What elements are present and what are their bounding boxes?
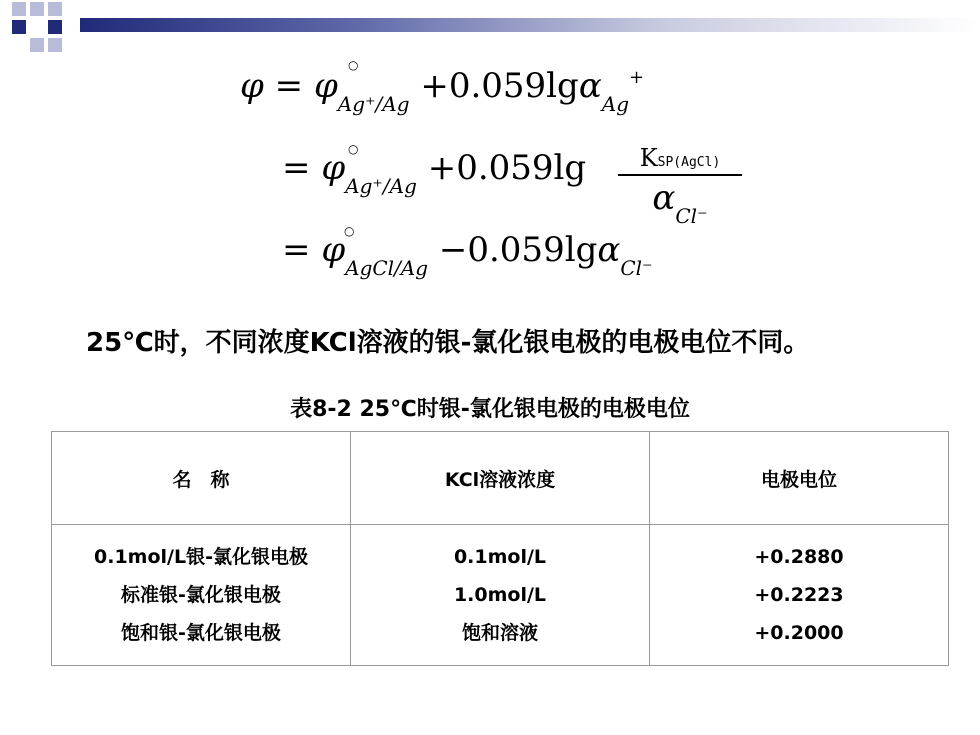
decor-square (12, 2, 26, 16)
formula-term: −0.059lg (438, 230, 598, 270)
table-caption: 表8-2 25℃时银-氯化银电极的电极电位 (290, 397, 690, 422)
formula-subscript: Ag⁺/Ag (345, 174, 417, 198)
formula-fraction (618, 144, 742, 228)
formula-symbol: φ (240, 66, 264, 106)
name-cell (52, 525, 351, 666)
nernst-formula (230, 58, 770, 290)
column-header-potential: 电极电位 (650, 432, 949, 525)
table-cell-text: 0.1mol/L (453, 546, 547, 568)
decor-square (12, 20, 26, 34)
formula-symbol: = (274, 66, 304, 106)
formula-subscript: Ag (601, 92, 630, 116)
column-header-name: 名 称 (52, 432, 351, 525)
table-cell-text: 1.0mol/L (453, 584, 547, 606)
formula-subscript: Ag⁺/Ag (337, 92, 410, 116)
formula-term: +0.059lg (427, 148, 587, 188)
formula-term: +0.059lg (420, 66, 579, 106)
formula-subscript: Cl⁻ (675, 204, 708, 228)
decor-square (48, 20, 62, 34)
formula-symbol: φ (313, 66, 338, 106)
concentration-cell (351, 525, 650, 666)
formula-subscript: SP(AgCl) (657, 155, 721, 170)
table-cell-text: 饱和银-氯化银电极 (121, 622, 281, 644)
electrode-potential-table (51, 431, 949, 666)
decor-square (30, 38, 44, 52)
table-cell-text: 0.1mol/L银-氯化银电极 (94, 546, 308, 568)
formula-superscript: + (629, 67, 645, 88)
formula-symbol: K (639, 144, 658, 172)
potential-cell (650, 525, 949, 666)
formula-symbol: φ (321, 230, 346, 270)
formula-symbol: α (578, 66, 602, 106)
fraction-denominator (618, 178, 742, 228)
table-cell-text: +0.2880 (754, 546, 844, 568)
formula-symbol: φ (321, 148, 346, 188)
standard-state-mark: ○ (344, 224, 355, 238)
formula-line-1 (240, 66, 644, 116)
table-cell-text: 标准银-氯化银电极 (121, 584, 281, 606)
decor-square (48, 38, 62, 52)
formula-symbol: = (282, 148, 311, 188)
decor-square (30, 2, 44, 16)
table-header-row (52, 432, 949, 525)
formula-symbol: α (597, 230, 621, 270)
formula-line-2 (282, 148, 586, 198)
table-cell-text: 饱和溶液 (461, 622, 538, 644)
title-decoration-bar (0, 0, 980, 62)
decor-square (48, 2, 62, 16)
decor-gradient-bar (80, 18, 980, 32)
standard-state-mark: ○ (348, 58, 359, 72)
table-cell-text: +0.2223 (754, 584, 844, 606)
column-header-concentration: KCl溶液浓度 (351, 432, 650, 525)
table-cell-text: +0.2000 (754, 622, 844, 644)
table-row (52, 525, 949, 666)
formula-symbol: α (652, 178, 676, 218)
fraction-numerator (618, 144, 742, 172)
fraction-bar (618, 174, 742, 176)
formula-symbol: = (282, 230, 311, 270)
formula-subscript: Cl⁻ (620, 256, 653, 280)
formula-subscript: AgCl/Ag (345, 256, 429, 280)
formula-line-3 (282, 230, 653, 280)
statement-text: 25℃时，不同浓度KCl溶液的银-氯化银电极的电极电位不同。 (86, 328, 810, 358)
standard-state-mark: ○ (348, 142, 359, 156)
